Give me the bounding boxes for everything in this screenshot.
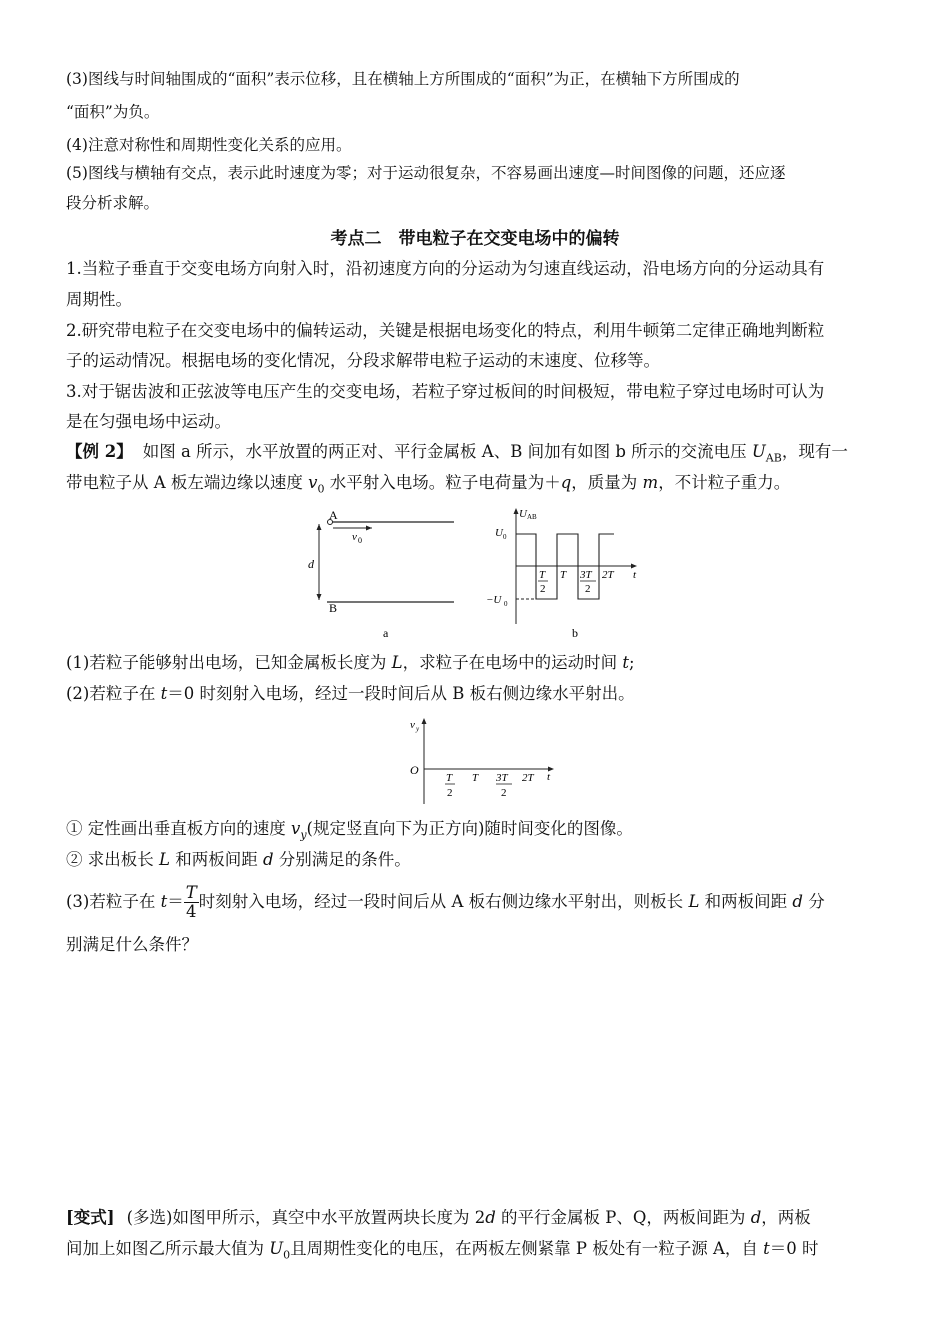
figure-a-plates bbox=[300, 506, 470, 644]
caption-b: b bbox=[572, 626, 578, 640]
question-3-line-2: 别满足什么条件？ bbox=[66, 935, 198, 954]
caption-a: a bbox=[383, 626, 389, 640]
tick-t: T bbox=[560, 569, 567, 581]
variant-tag: [变式] bbox=[66, 1208, 115, 1227]
sub-question-2: ② 求出板长 L 和两板间距 d 分别满足的条件。 bbox=[66, 850, 411, 869]
svg-text:AB: AB bbox=[527, 513, 537, 521]
label-d: d bbox=[308, 557, 314, 571]
figure-c-vy-axes bbox=[400, 712, 570, 810]
note-4: (4)注意对称性和周期性变化关系的应用。 bbox=[66, 136, 352, 154]
note-3-line-2: “面积”为负。 bbox=[66, 103, 160, 121]
label-vy: v bbox=[410, 719, 415, 731]
section-item-1-line-2: 周期性。 bbox=[66, 290, 132, 309]
question-2: (2)若粒子在 t＝0 时刻射入电场，经过一段时间后从 B 板右侧边缘水平射出。 bbox=[66, 684, 635, 703]
tick-3t-half: 3T bbox=[496, 772, 508, 784]
tick-3t-half: 3T bbox=[580, 569, 592, 581]
label-t-axis: t bbox=[547, 771, 551, 783]
variant-line-1: [变式] (多选)如图甲所示，真空中水平放置两块长度为 2d 的平行金属板 P、Q，两板间距为 d，两板 bbox=[66, 1208, 811, 1227]
tick-t-half: T bbox=[539, 569, 546, 581]
figure-b-voltage bbox=[484, 502, 654, 644]
note-5-line-2: 段分析求解。 bbox=[66, 194, 160, 212]
label-v0: v bbox=[352, 531, 357, 543]
note-5-line-1: (5)图线与横轴有交点，表示此时速度为零；对于运动很复杂，不容易画出速度—时间图像的问题，还应逐 bbox=[66, 164, 786, 182]
question-3-line-1: (3)若粒子在 t＝ $\frac{T}{4}$ 时刻射入电场，经过一段时间后从 A 板右侧边缘水平射出，则板长 L 和两板间距 d 分 bbox=[66, 883, 825, 921]
svg-text:2: 2 bbox=[585, 583, 591, 595]
label-u0: U bbox=[495, 527, 503, 539]
question-1: (1)若粒子能够射出电场，已知金属板长度为 L，求粒子在电场中的运动时间 t; bbox=[66, 653, 635, 672]
svg-text:2: 2 bbox=[501, 787, 507, 799]
svg-text:0: 0 bbox=[503, 533, 507, 541]
svg-text:2: 2 bbox=[540, 583, 546, 595]
section-title: 考点二 带电粒子在交变电场中的偏转 bbox=[330, 229, 620, 249]
section-item-1-line-1: 1.当粒子垂直于交变电场方向射入时，沿初速度方向的分运动为匀速直线运动，沿电场方向的分运动具有 bbox=[66, 259, 825, 278]
example-tag: 【例 2】 bbox=[66, 442, 133, 461]
tick-t-half: T bbox=[446, 772, 453, 784]
section-item-3-line-2: 是在匀强电场中运动。 bbox=[66, 412, 231, 431]
label-neg-u0: −U bbox=[486, 594, 502, 606]
section-item-2-line-1: 2.研究带电粒子在交变电场中的偏转运动，关键是根据电场变化的特点，利用牛顿第二定律正确地判断粒 bbox=[66, 321, 825, 340]
tick-2t: 2T bbox=[522, 772, 534, 784]
label-uab: U bbox=[519, 508, 527, 520]
tick-2t: 2T bbox=[602, 569, 614, 581]
sub-question-1: ① 定性画出垂直板方向的速度 $v_y$(规定竖直向下为正方向)随时间变化的图像。 bbox=[66, 819, 633, 842]
note-3-line-1: (3)图线与时间轴围成的“面积”表示位移，且在横轴上方所围成的“面积”为正，在横轴下方所围成的 bbox=[66, 70, 740, 88]
tick-t: T bbox=[472, 772, 479, 784]
section-item-2-line-2: 子的运动情况。根据电场的变化情况，分段求解带电粒子运动的末速度、位移等。 bbox=[66, 351, 660, 370]
fraction-t-over-4: $\frac{T}{4}$ bbox=[185, 883, 197, 921]
svg-text:0: 0 bbox=[504, 600, 508, 608]
example-line-2: 带电粒子从 A 板左端边缘以速度 $v_0$ 水平射入电场。粒子电荷量为＋q，质量为 m，不计粒子重力。 bbox=[66, 473, 791, 496]
section-item-3-line-1: 3.对于锯齿波和正弦波等电压产生的交变电场，若粒子穿过板间的时间极短，带电粒子穿过电场时可认为 bbox=[66, 382, 825, 401]
label-origin: O bbox=[410, 763, 419, 777]
variant-line-2: 间加上如图乙所示最大值为 $U_0$且周期性变化的电压，在两板左侧紧靠 P 板处有一粒子源 A，自 t＝0 时 bbox=[66, 1239, 819, 1262]
example-line-1: 【例 2】 如图 a 所示，水平放置的两正对、平行金属板 A、B 间加有如图 b 所示的交流电压 $U_{AB}$，现有一 bbox=[66, 442, 848, 465]
label-plate-b: B bbox=[329, 601, 338, 615]
label-plate-a: A bbox=[329, 508, 338, 522]
svg-text:2: 2 bbox=[447, 787, 453, 799]
svg-text:y: y bbox=[416, 725, 420, 733]
svg-text:0: 0 bbox=[358, 536, 362, 545]
label-t-axis: t bbox=[633, 569, 637, 581]
